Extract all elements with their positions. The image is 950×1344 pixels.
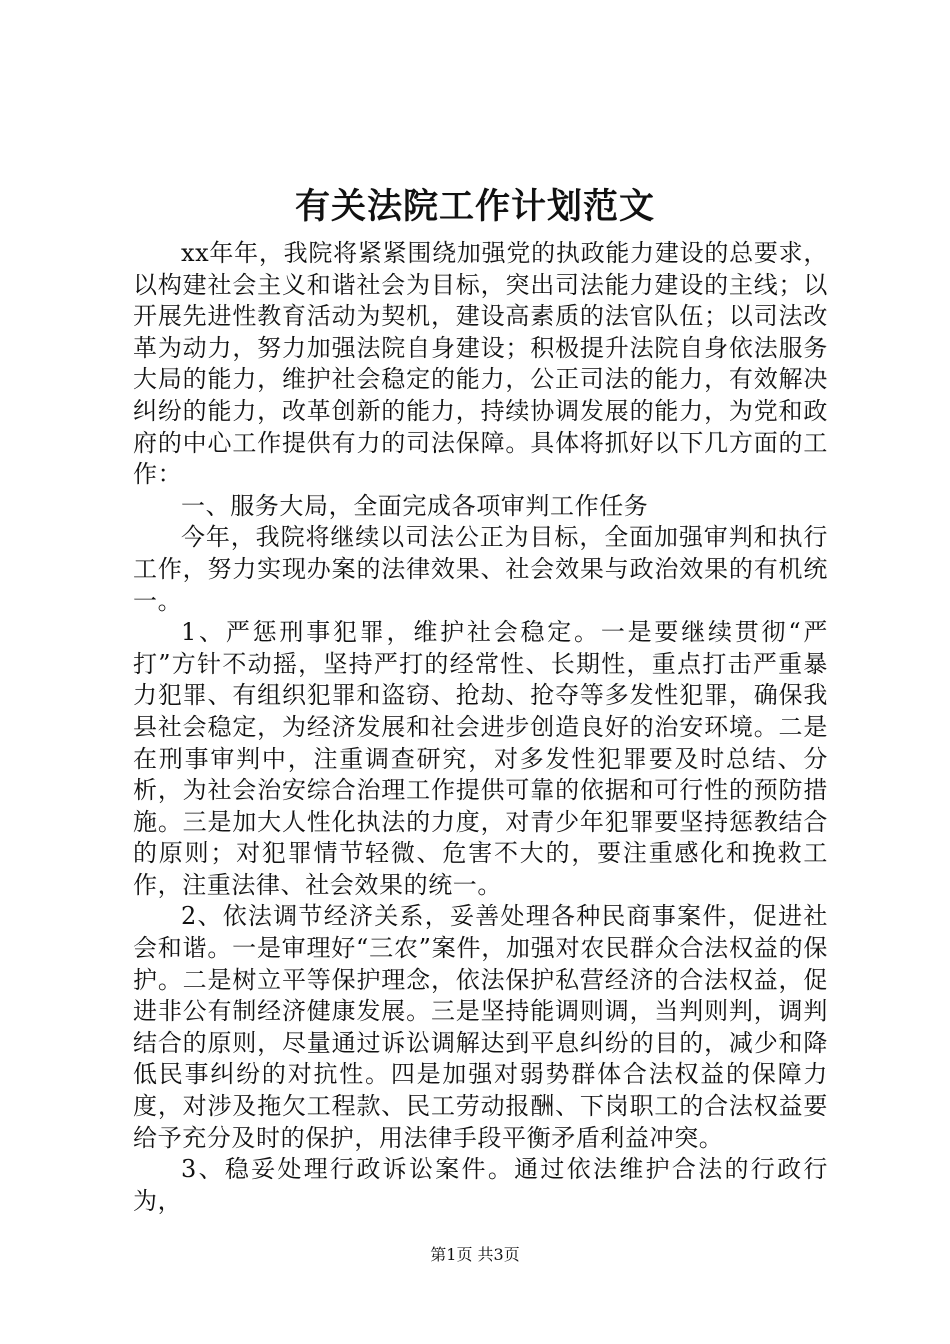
document-title: 有关法院工作计划范文 <box>294 186 655 227</box>
intro-paragraph: xx年年，我院将紧紧围绕加强党的执政能力建设的总要求，以构建社会主义和谐社会为目标，突出司法能力建设的主线；以开展先进性教育活动为契机，建设高素质的法官队伍；以司法改革为动力，努力加强法院自身建设；积极提升法院自身依法服务大局的能力，维护社会稳定的能力，公正司法的能力，有效解决纠纷的能力，改革创新的能力，持续协调发展的能力，为党和政府的中心工作提供有力的司法保障。具体将抓好以下几方面的工作： <box>133 239 828 489</box>
section-intro-paragraph: 今年，我院将继续以司法公正为目标，全面加强审判和执行工作，努力实现办案的法律效果、社会效果与政治效果的有机统一。 <box>133 523 828 615</box>
document-body <box>133 238 828 1217</box>
item-2-paragraph: 2、依法调节经济关系，妥善处理各种民商事案件，促进社会和谐。一是审理好“三农”案件，加强对农民群众合法权益的保护。二是树立平等保护理念，依法保护私营经济的合法权益，促进非公有制经济健康发展。三是坚持能调则调，当判则判，调判结合的原则，尽量通过诉讼调解达到平息纠纷的目的，减少和降低民事纠纷的对抗性。四是加强对弱势群体合法权益的保障力度，对涉及拖欠工程款、民工劳动报酬、下岗职工的合法权益要给予充分及时的保护，用法律手段平衡矛盾利益冲突。 <box>133 902 828 1152</box>
item-3-paragraph: 3、稳妥处理行政诉讼案件。通过依法维护合法的行政行为， <box>133 1155 828 1215</box>
page-footer: 第1页 共3页 <box>430 1245 520 1264</box>
section-heading: 一、服务大局，全面完成各项审判工作任务 <box>181 491 649 520</box>
item-1-paragraph: 1、严惩刑事犯罪，维护社会稳定。一是要继续贯彻“严打”方针不动摇，坚持严打的经常性、长期性，重点打击严重暴力犯罪、有组织犯罪和盗窃、抢劫、抢夺等多发性犯罪，确保我县社会稳定，为经济发展和社会进步创造良好的治安环境。二是在刑事审判中，注重调查研究，对多发性犯罪要及时总结、分析，为社会治安综合治理工作提供可靠的依据和可行性的预防措施。三是加大人性化执法的力度，对青少年犯罪要坚持惩教结合的原则；对犯罪情节轻微、危害不大的，要注重感化和挽救工作，注重法律、社会效果的统一。 <box>133 618 828 899</box>
